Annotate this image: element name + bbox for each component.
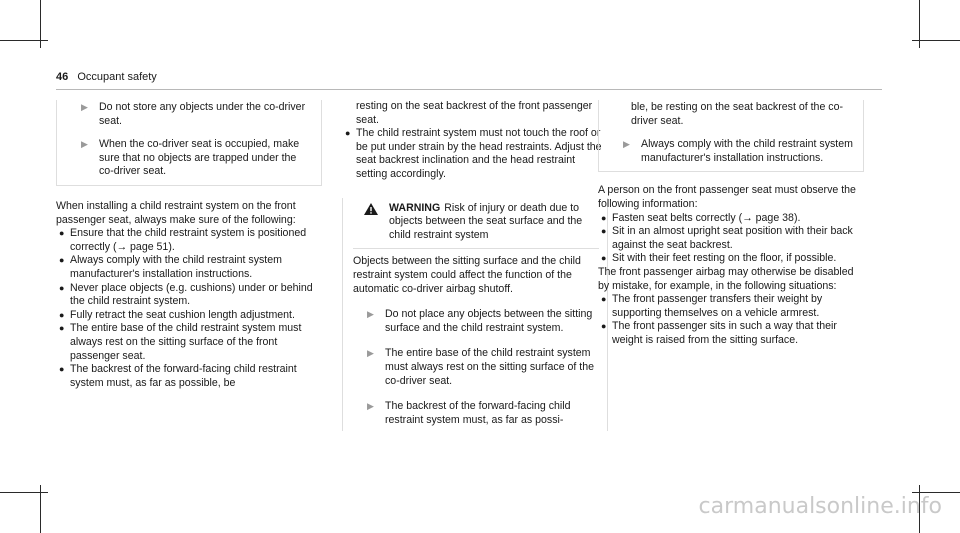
- step-arrow-icon: ▶: [367, 348, 374, 359]
- page-header: [56, 71, 157, 85]
- step-arrow-icon: ▶: [367, 309, 374, 320]
- intro-text: When installing a child restraint system on the front passenger seat, always make sure of the following:: [56, 199, 296, 226]
- warning-label: WARNING: [389, 201, 441, 214]
- list-item: ● The entire base of the child restraint system must always rest on the sitting surface of the front passenger seat.: [59, 322, 302, 362]
- bullet-icon: ●: [59, 323, 65, 334]
- list-item: ● Never place objects (e.g. cushions) under or behind the child restraint system.: [59, 281, 313, 308]
- page-number: 46: [56, 71, 69, 83]
- bullet-icon: ●: [345, 128, 351, 139]
- step-arrow-icon: ▶: [81, 139, 88, 150]
- list-item: ● Sit in an almost upright seat position with their back against the seat backrest.: [601, 225, 853, 251]
- list-item: ● Always comply with the child restraint system manufacturer's installation instructions.: [59, 254, 282, 280]
- bullet-icon: ●: [59, 228, 65, 239]
- list-item: ● The front passenger transfers their weight by supporting themselves on a vehicle armrest.: [601, 293, 823, 319]
- step-item: ▶ Always comply with the child restraint system manufacturer's installation instructions.: [623, 138, 853, 164]
- warning-triangle-icon: [364, 203, 378, 220]
- list-item: ● The backrest of the forward-facing child restraint system must, as far as possible, be: [59, 363, 297, 389]
- bullet-icon: ●: [59, 255, 65, 266]
- step-arrow-icon: ▶: [623, 139, 630, 150]
- bullet-icon: ●: [601, 226, 607, 237]
- step-box: [56, 100, 322, 186]
- warning-box: [342, 198, 608, 432]
- step-item: ▶ Do not place any objects between the sitting surface and the child restraint system.: [367, 308, 593, 334]
- bullet-icon: ●: [59, 309, 65, 320]
- step-arrow-icon: ▶: [367, 401, 374, 412]
- intro-text: A person on the front passenger seat must observe the following information:: [598, 184, 856, 210]
- warning-text: Objects between the sitting surface and the child restraint system could affect the function of the automatic co-driver airbag shutoff.: [353, 255, 581, 295]
- paragraph: The front passenger airbag may otherwise be disabled by mistake, for example, in the following situations:: [598, 265, 854, 292]
- column-3: [598, 100, 864, 348]
- step-box: [598, 100, 864, 172]
- list-item: ● Fasten seat belts correctly (→ page 38).: [601, 211, 801, 224]
- list-item: ● Sit with their feet resting on the floor, if possible.: [601, 252, 837, 265]
- crop-mark: [0, 492, 48, 493]
- step-arrow-icon: ▶: [81, 102, 88, 112]
- list-item: ● Ensure that the child restraint system is positioned correctly (→ page 51).: [59, 227, 307, 253]
- crop-mark: [912, 40, 960, 41]
- step-item: ▶ The entire base of the child restraint system must always rest on the sitting surface of the co-driver seat.: [367, 347, 595, 387]
- step-item: ▶ When the co-driver seat is occupied, make sure that no objects are trapped under the co-driver seat.: [81, 138, 300, 178]
- crop-mark: [0, 40, 48, 41]
- section-title: Occupant safety: [77, 71, 157, 83]
- list-item: ● The child restraint system must not touch the roof or be put under strain by the head restraints. Adjust the seat backrest inclination and the head restraint setting accordingly.: [345, 127, 602, 180]
- step-item: ▶ Do not store any objects under the co-driver seat.: [81, 101, 306, 127]
- warning-body: [353, 248, 599, 427]
- column-2: [342, 100, 608, 431]
- watermark: carmanualsonline.info: [698, 494, 942, 519]
- bullet-icon: ●: [601, 212, 607, 223]
- bullet-icon: ●: [601, 294, 607, 305]
- bullet-icon: ●: [59, 364, 65, 375]
- bullet-icon: ●: [59, 282, 65, 293]
- continuation-text: ble, be resting on the seat backrest of the co-driver seat.: [631, 101, 843, 127]
- column-1: [56, 100, 322, 390]
- list-item: ● The front passenger sits in such a way that their weight is raised from the sitting surface.: [601, 320, 837, 346]
- header-rule: [56, 89, 882, 90]
- bullet-icon: ●: [601, 253, 607, 264]
- list-item: ● Fully retract the seat cushion length adjustment.: [59, 308, 295, 321]
- crop-mark: [912, 492, 960, 493]
- warning-heading: WARNING Risk of injury or death due to objects between the seat surface and the child restraint system: [353, 202, 599, 243]
- bullet-icon: ●: [601, 321, 607, 332]
- continuation-text: resting on the seat backrest of the front passenger seat.: [356, 100, 593, 126]
- step-item: ▶ The backrest of the forward-facing child restraint system must, as far as possi-: [367, 400, 571, 426]
